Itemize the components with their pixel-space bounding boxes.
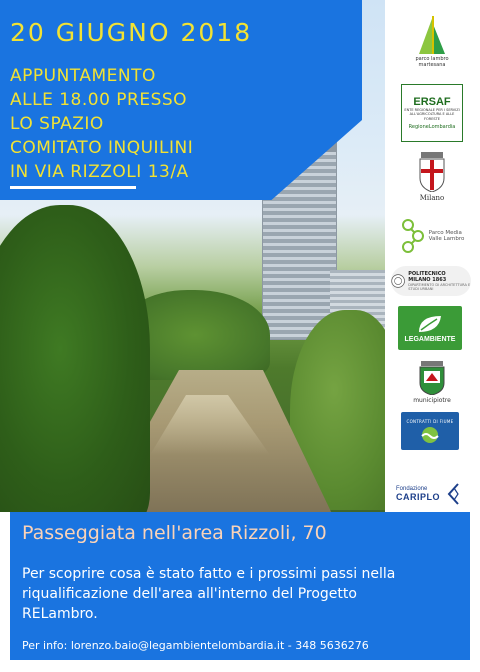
legambiente-label: LEGAMBIENTE: [404, 335, 456, 343]
ersaf-subtitle: ENTE REGIONALE PER I SERVIZI ALL'AGRICOLTURA E ALLE FORESTE: [404, 107, 460, 121]
appointment-line: LO SPAZIO: [10, 114, 104, 134]
municipio-label: municipiotre: [413, 396, 451, 404]
appointment-text: [10, 64, 310, 184]
appointment-line: COMITATO INQUILINI: [10, 138, 194, 158]
regione-lombardia-label: RegioneLombardia: [408, 124, 456, 131]
description-line: Per scoprire cosa è stato fatto e i prossimi passi nella: [22, 566, 396, 582]
legambiente-logo: [398, 306, 462, 350]
fondazione-cariplo-logo: [385, 468, 471, 510]
cariplo-name: CARIPLO: [396, 492, 440, 502]
politecnico-department: DIPARTIMENTO DI ARCHITETTURA E STUDI URBANI: [408, 282, 471, 291]
river-wave-icon: [419, 426, 441, 444]
description-line: riqualificazione dell'area all'interno del Progetto: [22, 586, 357, 602]
header-divider: [10, 186, 136, 189]
municipio-logo: [392, 358, 472, 406]
politecnico-year: MILANO 1863: [408, 276, 447, 283]
cariplo-fondazione-label: Fondazione: [396, 486, 428, 492]
appointment-line: APPUNTAMENTO: [10, 66, 156, 86]
milano-label: Milano: [419, 194, 445, 202]
parco-lambro-caption: martesana: [418, 62, 446, 68]
contact-info: Per info: lorenzo.baio@legambientelombardia.it - 348 5636276: [22, 639, 369, 652]
ersaf-title: ERSAF: [413, 95, 451, 108]
milano-logo: [392, 148, 472, 206]
milano-coat-of-arms-icon: [417, 152, 447, 192]
parco-lambro-caption: parco lambro: [415, 56, 449, 62]
parco-lambro-logo: [392, 10, 472, 72]
parco-media-icon: [400, 217, 426, 255]
trees-left: [0, 205, 150, 512]
contratti-label: CONTRATTI DI FIUME: [406, 418, 454, 424]
municipio-crest-icon: [418, 361, 446, 395]
parco-media-valle-lambro-logo: [392, 210, 472, 262]
appointment-line: IN VIA RIZZOLI 13/A: [10, 162, 189, 182]
description-line: RELambro.: [22, 606, 98, 622]
ersaf-logo: [401, 84, 463, 142]
legambiente-leaf-icon: [417, 314, 443, 334]
cariplo-mark-icon: [446, 482, 460, 506]
event-date: 20 GIUGNO 2018: [10, 18, 253, 47]
parco-media-caption: Parco Media: [428, 229, 462, 236]
politecnico-seal-icon: [391, 271, 405, 291]
event-description: [22, 564, 462, 624]
parco-media-caption: Valle Lambro: [428, 236, 465, 242]
politecnico-logo: [391, 266, 471, 296]
politecnico-name: POLITECNICO: [408, 270, 446, 277]
appointment-line: ALLE 18.00 PRESSO: [10, 90, 188, 110]
event-title: Passeggiata nell'area Rizzoli, 70: [22, 522, 327, 544]
parco-lambro-icon: [415, 14, 449, 56]
contratti-di-fiume-logo: [401, 412, 459, 450]
